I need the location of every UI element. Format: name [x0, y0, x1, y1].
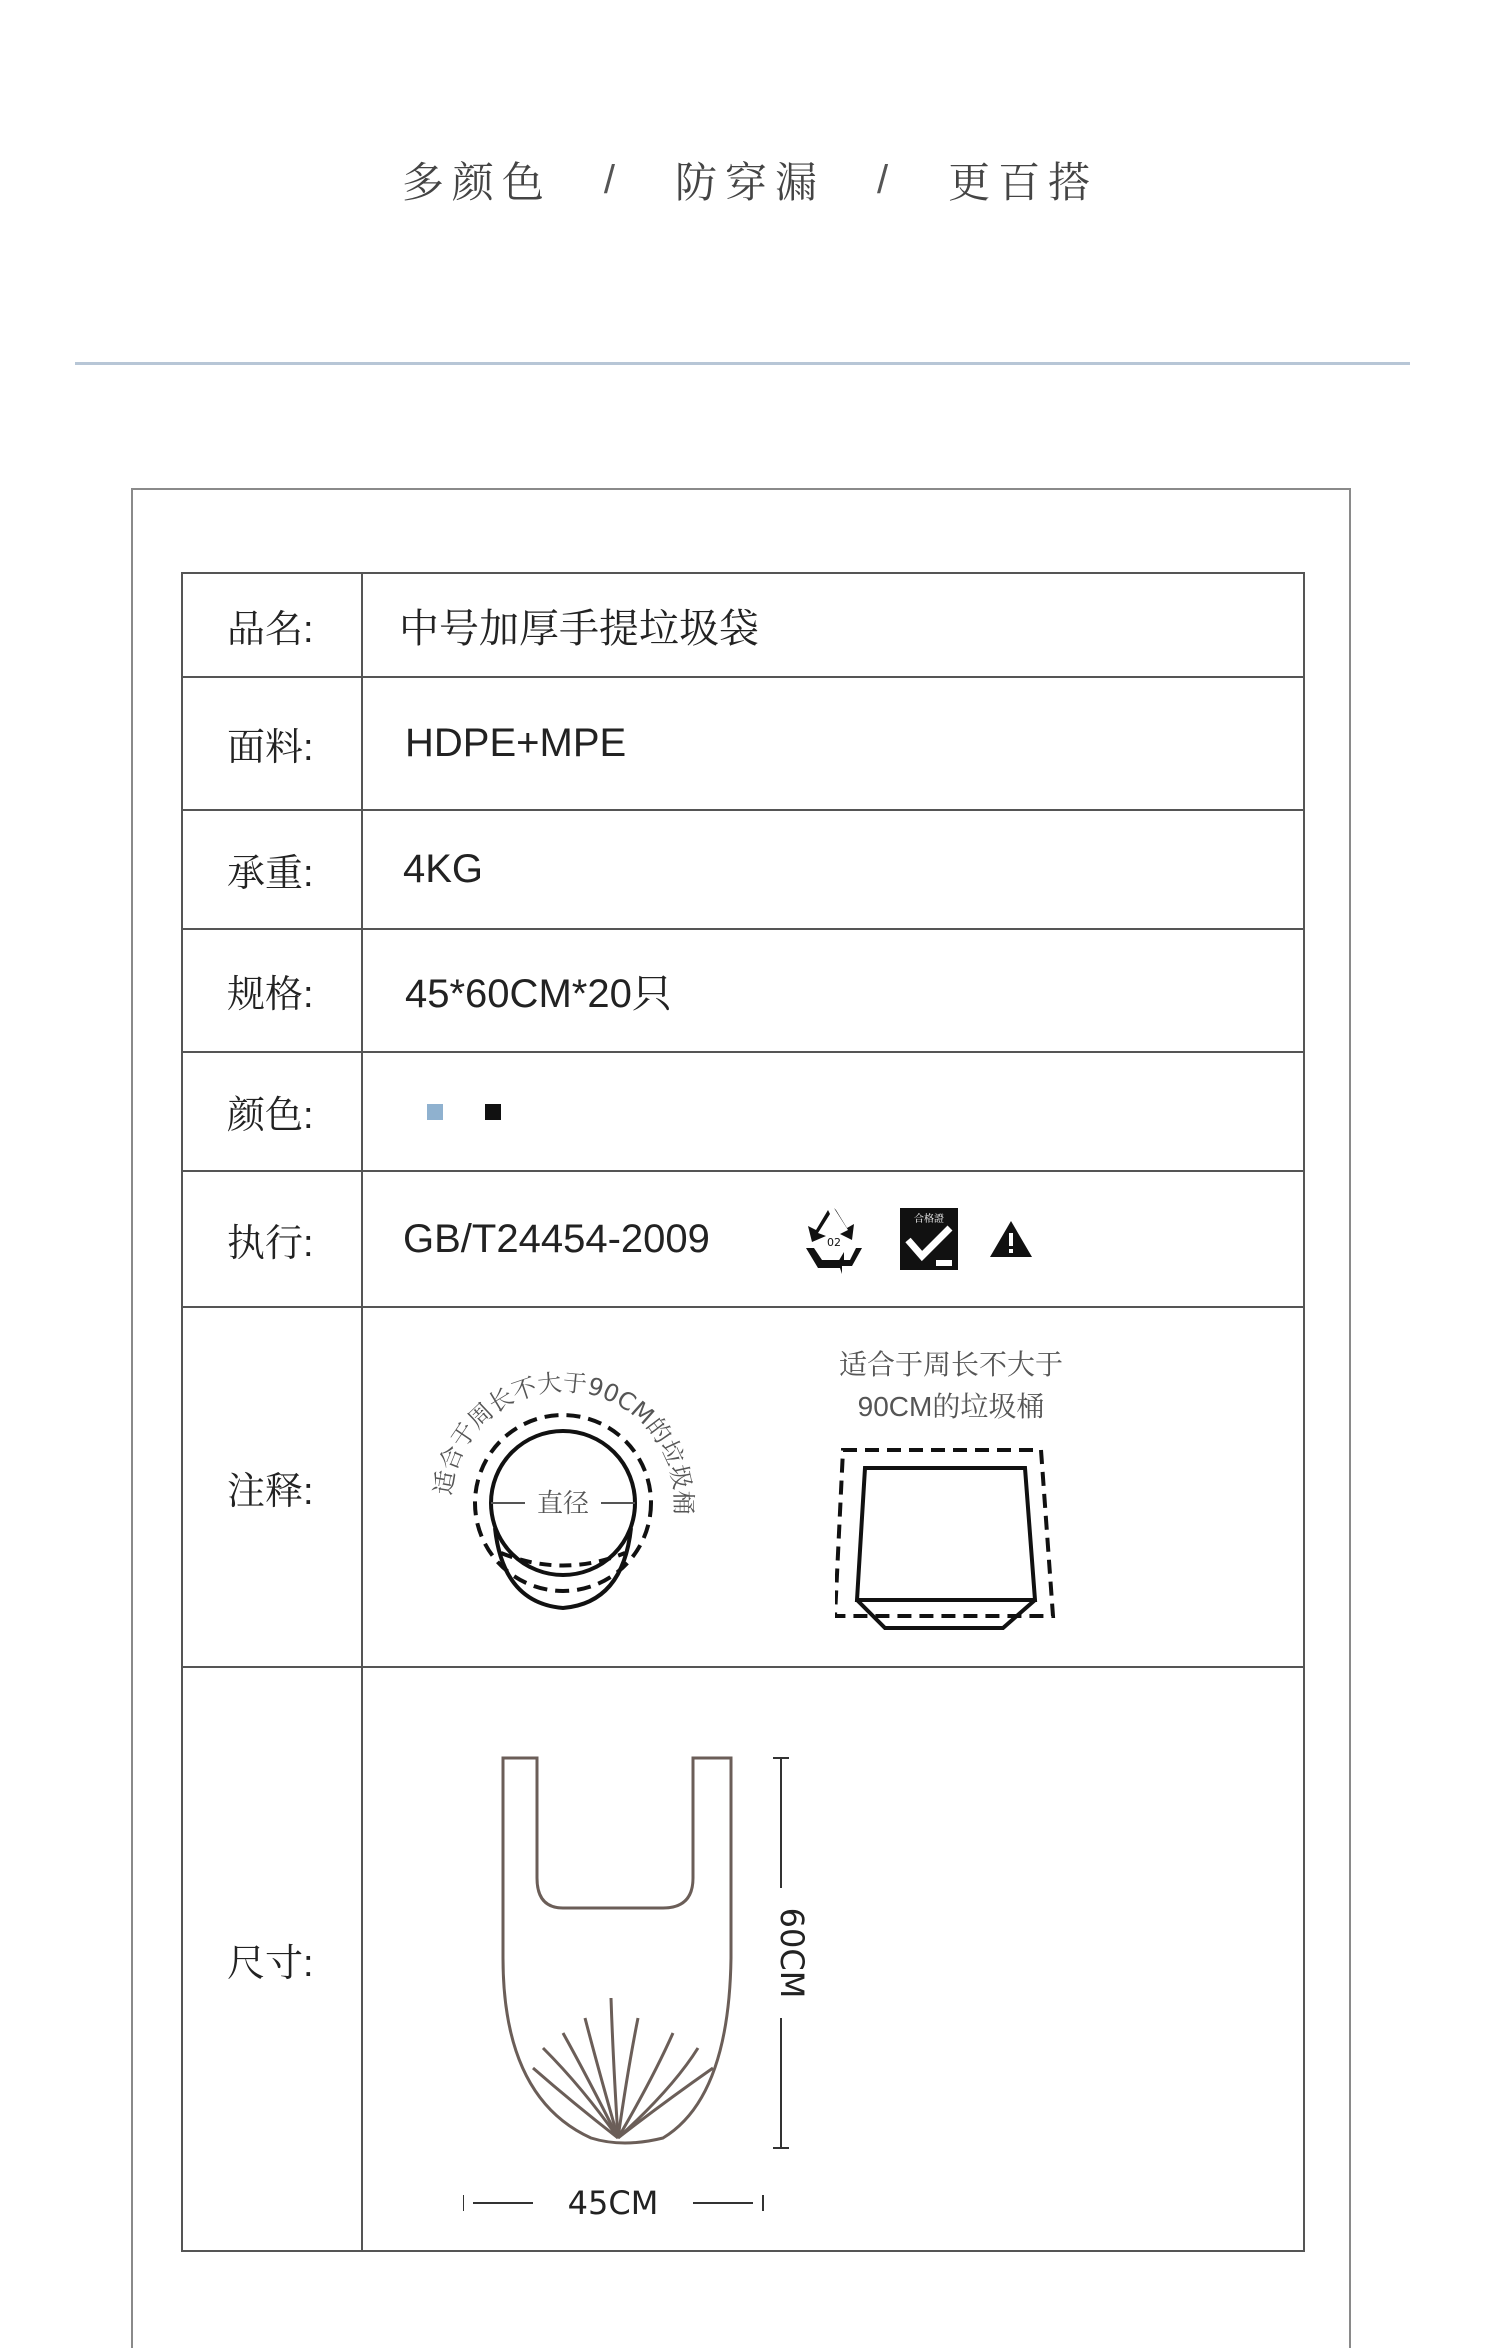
spec-label: 执行:: [183, 1172, 363, 1306]
spec-value-name: 中号加厚手提垃圾袋: [399, 606, 759, 651]
standard-icons: [798, 1204, 1062, 1274]
standard-code: GB/T24454-2009: [403, 1216, 710, 1261]
spec-row-colors: [183, 1051, 1303, 1170]
spec-label: 颜色:: [183, 1053, 363, 1170]
note-diagrams: [363, 1308, 1303, 1666]
recycle-code: 02: [826, 1236, 841, 1249]
spec-value-material: HDPE+MPE: [405, 721, 627, 765]
spec-row-name: [183, 574, 1303, 676]
spec-value-size-spec: 45*60CM*20只: [405, 972, 672, 1016]
color-swatch-black: [485, 1104, 501, 1120]
spec-row-dimensions: [183, 1666, 1303, 2250]
spec-row-material: [183, 676, 1303, 809]
spec-row-note: [183, 1306, 1303, 1666]
arc-text-path: 适合于周长不大于90CM的垃圾桶: [428, 1368, 698, 1515]
bin-caption-line1: 适合于周长不大于: [838, 1349, 1063, 1380]
spec-row-load: [183, 809, 1303, 928]
bin-caption-line2: 90CM的垃圾桶: [857, 1391, 1045, 1422]
certificate-text: 合格證: [913, 1214, 944, 1225]
tagline-multi-color: 多颜色: [401, 159, 552, 206]
spec-value-colors: [363, 1053, 1303, 1170]
tagline-separator: /: [877, 157, 897, 202]
spec-label: 尺寸:: [183, 1668, 363, 2250]
spec-label: 规格:: [183, 930, 363, 1051]
certificate-icon: [898, 1206, 960, 1272]
spec-value-standard: [363, 1172, 1303, 1306]
tagline-separator: /: [603, 157, 623, 202]
diameter-label: 直径: [536, 1489, 590, 1519]
spec-label: 面料:: [183, 678, 363, 809]
spec-value-load: 4KG: [403, 847, 484, 891]
round-bin-diagram: [413, 1338, 713, 1638]
bin-caption: [821, 1344, 1081, 1428]
spec-label: 承重:: [183, 811, 363, 928]
tagline-leak-proof: 防穿漏: [674, 159, 825, 206]
color-swatch-blue: [427, 1104, 443, 1120]
size-diagram-cell: [363, 1668, 1303, 2250]
spec-label: 品名:: [183, 574, 363, 676]
height-label: 60CM: [773, 1907, 811, 1999]
spec-row-size-spec: [183, 928, 1303, 1051]
warning-icon: [988, 1219, 1034, 1259]
width-label: 45CM: [567, 2184, 659, 2222]
tagline-versatile: 更百搭: [948, 159, 1099, 206]
tagline: [0, 150, 1500, 210]
spec-table: [181, 572, 1305, 2252]
section-divider: [75, 362, 1410, 365]
bag-size-diagram: [463, 1748, 883, 2248]
spec-label: 注释:: [183, 1308, 363, 1666]
recycle-icon: [798, 1204, 870, 1274]
spec-row-standard: [183, 1170, 1303, 1306]
trapezoid-bin-diagram: [835, 1440, 1065, 1640]
